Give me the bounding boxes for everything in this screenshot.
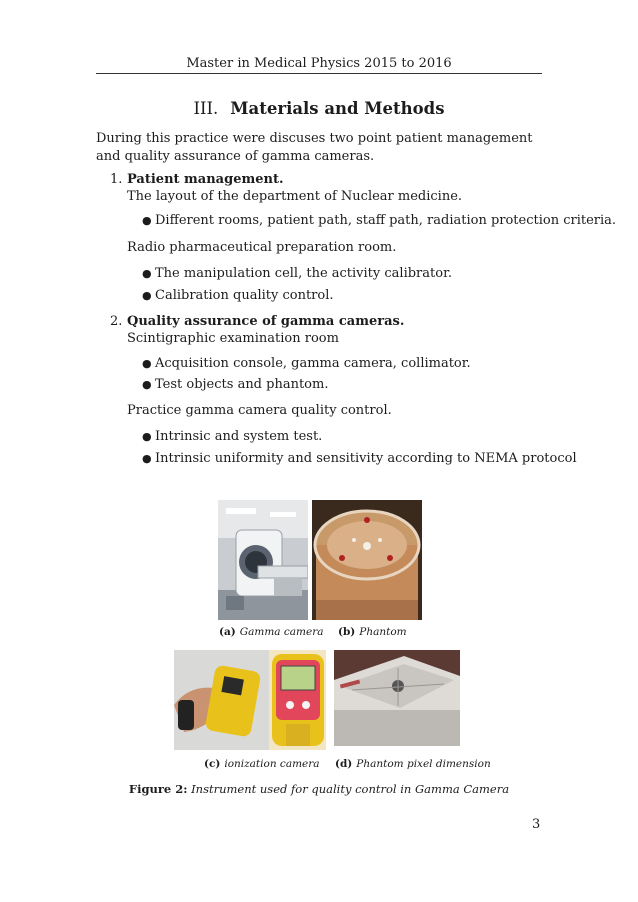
header-rule (96, 73, 542, 74)
bullet-icon: ● (142, 452, 152, 465)
section-number: III. (193, 99, 219, 118)
bullet-icon: ● (142, 357, 152, 370)
subfigure-caption-text: Gamma camera (239, 626, 324, 638)
subfigure-caption-text: Phantom pixel dimension (356, 758, 491, 770)
subfigure-label: (d) (335, 758, 353, 770)
list-lead-text: Radio pharmaceutical preparation room. (127, 240, 397, 255)
running-header: Master in Medical Physics 2015 to 2016 (186, 56, 452, 71)
bullet-icon: ● (142, 214, 152, 227)
bullet-text: Calibration quality control. (155, 288, 334, 303)
ionization-camera-photo (174, 650, 326, 750)
section-heading (96, 99, 542, 119)
bullet-text: Different rooms, patient path, staff path, radiation protection criteria. (155, 213, 617, 228)
bullet-icon: ● (142, 430, 152, 443)
section-title: Materials and Methods (230, 99, 445, 118)
subfigure-caption (335, 757, 491, 771)
list-heading: Quality assurance of gamma cameras. (127, 314, 405, 329)
list-lead-text: Scintigraphic examination room (127, 331, 339, 346)
figure-caption (96, 782, 542, 796)
subfigure-caption-text: ionization camera (224, 758, 320, 770)
list-number: 2. (110, 314, 123, 329)
phantom-photo (312, 500, 422, 620)
subfigure-caption (204, 757, 320, 771)
subfigure-caption (219, 625, 324, 639)
gamma-camera-photo (218, 500, 308, 620)
bullet-icon: ● (142, 378, 152, 391)
bullet-icon: ● (142, 289, 152, 302)
intro-paragraph: During this practice were discuses two point patient management and quality assurance of gamma cameras. (96, 131, 533, 164)
subfigure-caption (338, 625, 407, 639)
figure-caption-text: Instrument used for quality control in Gamma Camera (191, 782, 510, 796)
phantom-pixel-photo (334, 650, 460, 746)
list-lead-text: The layout of the department of Nuclear medicine. (127, 189, 463, 204)
subfigure-caption-text: Phantom (359, 626, 407, 638)
subfigure-label: (b) (338, 626, 356, 638)
bullet-text: Intrinsic uniformity and sensitivity according to NEMA protocol (155, 451, 577, 466)
bullet-text: Acquisition console, gamma camera, collimator. (155, 356, 471, 371)
list-number: 1. (110, 172, 123, 187)
figure-label: Figure 2: (128, 782, 188, 796)
subfigure-label: (a) (219, 626, 236, 638)
list-heading: Patient management. (127, 172, 284, 187)
bullet-text: Intrinsic and system test. (155, 429, 323, 444)
bullet-text: Test objects and phantom. (155, 377, 329, 392)
subfigure-label: (c) (204, 758, 221, 770)
bullet-icon: ● (142, 267, 152, 280)
list-lead-text: Practice gamma camera quality control. (127, 403, 392, 418)
page-number: 3 (532, 817, 541, 832)
bullet-text: The manipulation cell, the activity calibrator. (155, 266, 452, 281)
